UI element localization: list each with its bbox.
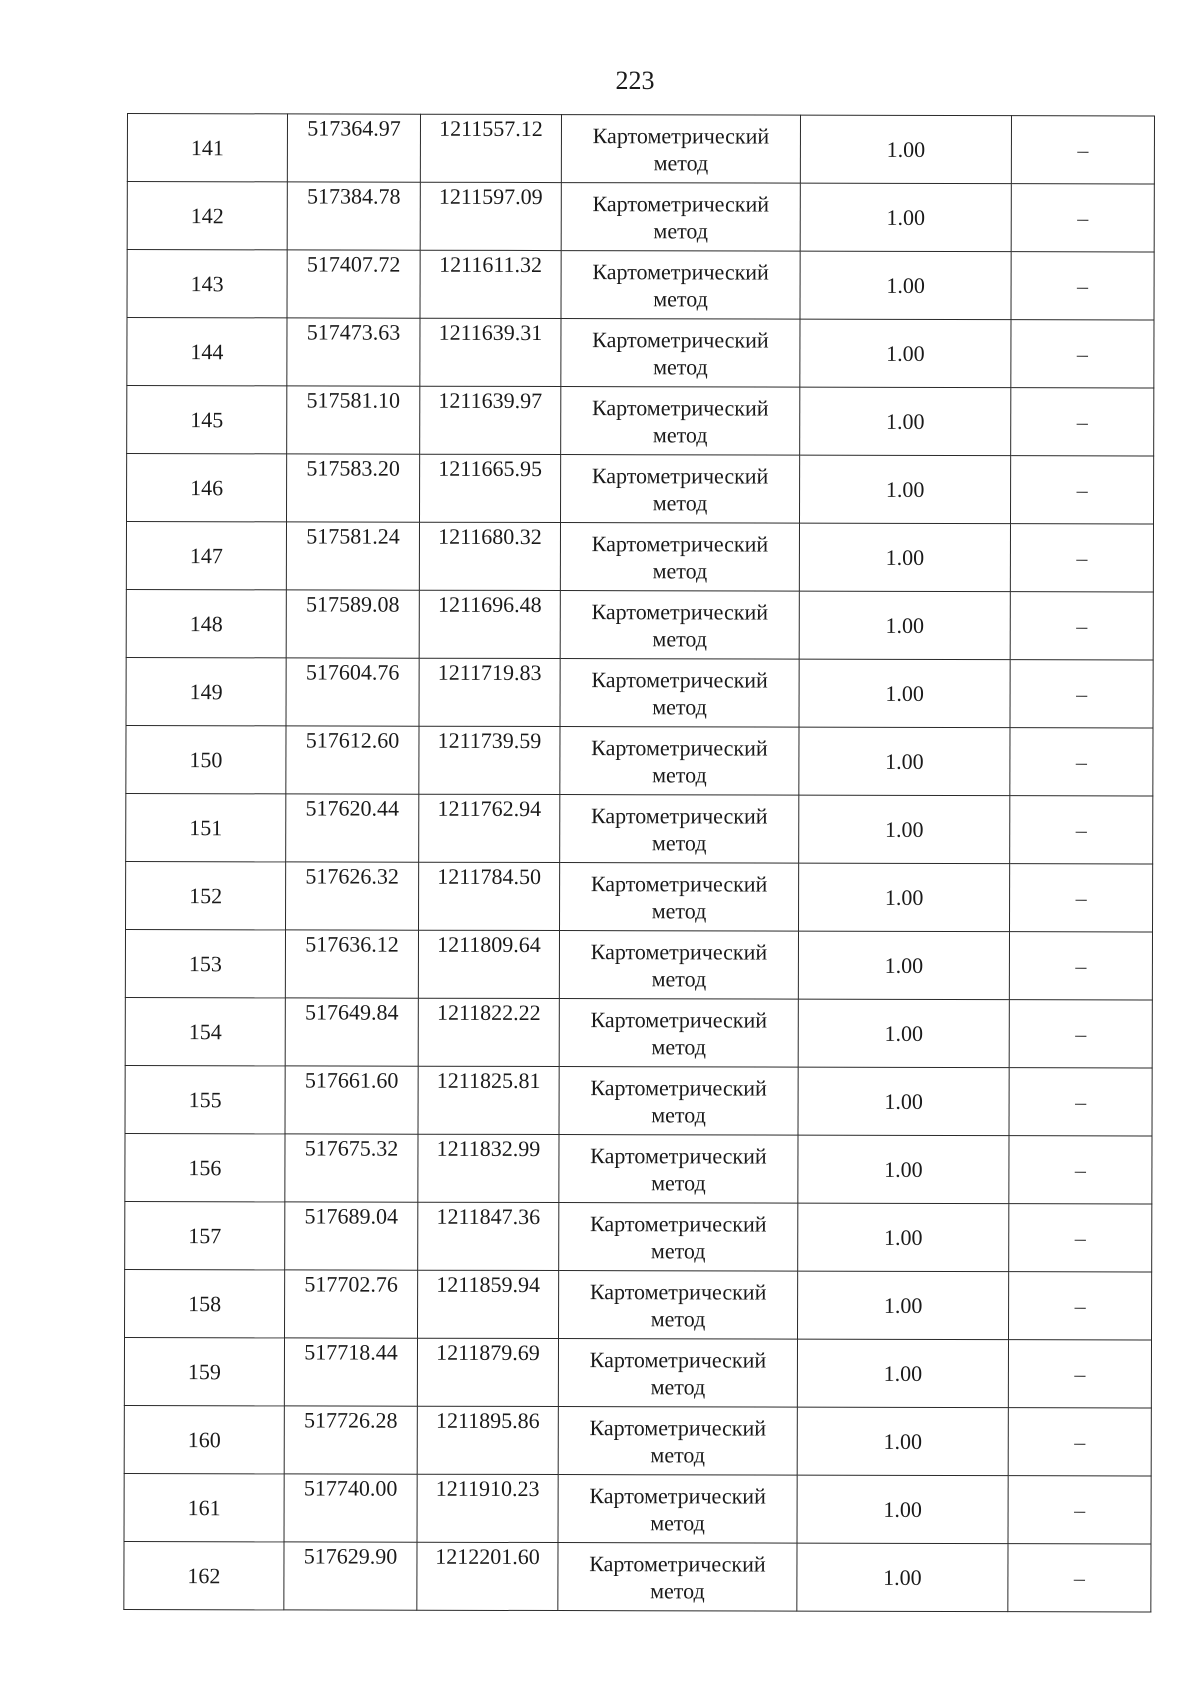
note-cell: – xyxy=(1008,1544,1151,1612)
method-line1: Картометрический xyxy=(592,122,770,149)
point-number-cell: 162 xyxy=(124,1541,284,1609)
accuracy-cell: 1.00 xyxy=(798,1271,1009,1340)
note-cell: – xyxy=(1011,388,1154,456)
point-number-cell: 154 xyxy=(125,997,285,1065)
table-row xyxy=(126,793,1153,864)
note-cell: – xyxy=(1009,1000,1152,1068)
table-row xyxy=(125,1269,1152,1340)
point-number-cell: 142 xyxy=(127,182,287,250)
method-line1: Картометрический xyxy=(591,598,769,625)
accuracy-cell: 1.00 xyxy=(800,387,1011,456)
method-line1: Картометрический xyxy=(590,938,768,965)
method-cell xyxy=(558,1407,797,1476)
point-number-cell: 148 xyxy=(126,589,286,657)
method-line1: Картометрический xyxy=(591,530,769,557)
x-coordinate-cell: 517740.00 xyxy=(284,1474,417,1542)
table-row xyxy=(125,1065,1152,1136)
method-line1: Картометрический xyxy=(589,1278,767,1305)
table-row xyxy=(127,386,1154,457)
accuracy-cell: 1.00 xyxy=(797,1339,1008,1408)
point-number-cell: 159 xyxy=(124,1337,284,1405)
method-line1: Картометрический xyxy=(591,666,768,693)
x-coordinate-cell: 517612.60 xyxy=(286,726,419,794)
table-row xyxy=(124,1541,1151,1612)
table-row xyxy=(125,1133,1152,1204)
table-row xyxy=(127,114,1154,185)
accuracy-cell: 1.00 xyxy=(798,1203,1009,1272)
method-line2: метод xyxy=(651,897,707,923)
x-coordinate-cell: 517473.63 xyxy=(287,318,420,386)
method-cell xyxy=(558,1475,797,1544)
method-line1: Картометрический xyxy=(592,326,769,353)
y-coordinate-cell: 1211895.86 xyxy=(417,1406,558,1474)
note-cell: – xyxy=(1008,1476,1151,1544)
method-line2: метод xyxy=(650,1237,706,1263)
method-cell xyxy=(558,1339,797,1408)
method-line2: метод xyxy=(651,1169,706,1195)
y-coordinate-cell: 1211665.95 xyxy=(420,454,561,522)
method-cell xyxy=(558,1543,797,1612)
method-cell xyxy=(560,523,799,592)
method-line2: метод xyxy=(653,285,708,311)
table-row xyxy=(127,318,1154,389)
point-number-cell: 150 xyxy=(126,725,286,793)
y-coordinate-cell: 1211825.81 xyxy=(418,1066,559,1134)
method-line1: Картометрический xyxy=(589,1346,767,1373)
method-cell xyxy=(559,1271,798,1340)
point-number-cell: 155 xyxy=(125,1065,285,1133)
y-coordinate-cell: 1211719.83 xyxy=(419,658,560,726)
x-coordinate-cell: 517636.12 xyxy=(285,930,418,998)
method-cell xyxy=(560,591,799,660)
x-coordinate-cell: 517649.84 xyxy=(285,998,418,1066)
y-coordinate-cell: 1211822.22 xyxy=(418,998,559,1066)
note-cell: – xyxy=(1011,184,1154,252)
note-cell: – xyxy=(1008,1340,1151,1408)
point-number-cell: 145 xyxy=(127,386,287,454)
y-coordinate-cell: 1211639.97 xyxy=(420,386,561,454)
method-line2: метод xyxy=(650,1509,705,1535)
table-row xyxy=(126,589,1153,660)
x-coordinate-cell: 517689.04 xyxy=(285,1202,418,1270)
method-line2: метод xyxy=(653,217,709,243)
x-coordinate-cell: 517583.20 xyxy=(287,454,420,522)
method-line2: метод xyxy=(651,829,707,855)
y-coordinate-cell: 1211762.94 xyxy=(419,794,560,862)
note-cell: – xyxy=(1010,864,1153,932)
note-cell: – xyxy=(1009,1136,1152,1204)
method-cell xyxy=(561,183,800,252)
x-coordinate-cell: 517629.90 xyxy=(284,1542,417,1610)
table-row xyxy=(127,454,1154,525)
note-cell: – xyxy=(1009,1272,1152,1340)
method-cell xyxy=(560,659,799,728)
y-coordinate-cell: 1211557.12 xyxy=(420,114,561,182)
method-line1: Картометрический xyxy=(590,1006,768,1033)
point-number-cell: 152 xyxy=(126,861,286,929)
point-number-cell: 147 xyxy=(126,522,286,590)
method-cell xyxy=(561,387,800,456)
accuracy-cell: 1.00 xyxy=(797,1475,1008,1544)
y-coordinate-cell: 1211680.32 xyxy=(419,522,560,590)
page-number: 223 xyxy=(615,66,655,95)
point-number-cell: 157 xyxy=(125,1201,285,1269)
method-line1: Картометрический xyxy=(590,1142,767,1169)
method-cell xyxy=(561,115,800,184)
method-line1: Картометрический xyxy=(592,258,769,285)
method-line2: метод xyxy=(652,693,707,719)
method-line1: Картометрический xyxy=(589,1550,766,1577)
note-cell: – xyxy=(1010,660,1153,728)
method-line2: метод xyxy=(650,1441,706,1467)
accuracy-cell: 1.00 xyxy=(799,659,1010,728)
method-cell xyxy=(560,795,799,864)
method-line2: метод xyxy=(652,557,708,583)
point-number-cell: 149 xyxy=(126,657,286,725)
y-coordinate-cell: 1211739.59 xyxy=(419,726,560,794)
method-cell xyxy=(560,727,799,796)
x-coordinate-cell: 517384.78 xyxy=(287,182,420,250)
method-line2: метод xyxy=(650,1305,706,1331)
table-row xyxy=(124,1337,1151,1408)
x-coordinate-cell: 517718.44 xyxy=(284,1338,417,1406)
table-row xyxy=(126,522,1153,593)
point-number-cell: 141 xyxy=(127,114,287,182)
x-coordinate-cell: 517620.44 xyxy=(286,794,419,862)
point-number-cell: 146 xyxy=(127,454,287,522)
method-line2: метод xyxy=(652,625,708,651)
accuracy-cell: 1.00 xyxy=(799,591,1010,660)
y-coordinate-cell: 1211784.50 xyxy=(419,862,560,930)
point-number-cell: 151 xyxy=(126,793,286,861)
accuracy-cell: 1.00 xyxy=(799,863,1010,932)
x-coordinate-cell: 517675.32 xyxy=(285,1134,418,1202)
method-cell xyxy=(559,1135,798,1204)
x-coordinate-cell: 517581.24 xyxy=(286,522,419,590)
x-coordinate-cell: 517589.08 xyxy=(286,590,419,658)
y-coordinate-cell: 1211859.94 xyxy=(418,1270,559,1338)
accuracy-cell: 1.00 xyxy=(799,795,1010,864)
method-line1: Картометрический xyxy=(592,190,770,217)
accuracy-cell: 1.00 xyxy=(800,115,1011,184)
y-coordinate-cell: 1211611.32 xyxy=(420,250,561,318)
accuracy-cell: 1.00 xyxy=(797,1407,1008,1476)
method-line2: метод xyxy=(651,1101,706,1127)
table-row xyxy=(124,1473,1151,1544)
y-coordinate-cell: 1211639.31 xyxy=(420,318,561,386)
note-cell: – xyxy=(1008,1408,1151,1476)
coordinates-table xyxy=(123,113,1155,1613)
method-cell xyxy=(559,931,798,1000)
note-cell: – xyxy=(1010,592,1153,660)
y-coordinate-cell: 1211809.64 xyxy=(418,930,559,998)
table-row xyxy=(126,725,1153,796)
point-number-cell: 161 xyxy=(124,1473,284,1541)
table-row xyxy=(124,1405,1151,1476)
y-coordinate-cell: 1211832.99 xyxy=(418,1134,559,1202)
x-coordinate-cell: 517702.76 xyxy=(285,1270,418,1338)
table-row xyxy=(126,657,1153,728)
x-coordinate-cell: 517604.76 xyxy=(286,658,419,726)
method-line1: Картометрический xyxy=(591,802,768,829)
method-line1: Картометрический xyxy=(590,1074,767,1101)
method-cell xyxy=(559,1067,798,1136)
x-coordinate-cell: 517661.60 xyxy=(285,1066,418,1134)
method-line2: метод xyxy=(652,761,707,787)
note-cell: – xyxy=(1009,932,1152,1000)
method-cell xyxy=(561,455,800,524)
method-line2: метод xyxy=(650,1577,705,1603)
x-coordinate-cell: 517581.10 xyxy=(287,386,420,454)
method-line2: метод xyxy=(651,1033,707,1059)
point-number-cell: 158 xyxy=(125,1269,285,1337)
y-coordinate-cell: 1211879.69 xyxy=(417,1338,558,1406)
method-line1: Картометрический xyxy=(590,870,768,897)
y-coordinate-cell: 1212201.60 xyxy=(417,1542,558,1610)
method-line1: Картометрический xyxy=(591,734,768,761)
method-cell xyxy=(561,251,800,320)
accuracy-cell: 1.00 xyxy=(799,455,1010,524)
accuracy-cell: 1.00 xyxy=(799,727,1010,796)
point-number-cell: 153 xyxy=(125,929,285,997)
accuracy-cell: 1.00 xyxy=(798,1135,1009,1204)
note-cell: – xyxy=(1010,728,1153,796)
method-cell xyxy=(561,319,800,388)
point-number-cell: 143 xyxy=(127,250,287,318)
coordinates-table-body xyxy=(124,114,1155,1613)
method-line1: Картометрический xyxy=(590,1210,767,1237)
accuracy-cell: 1.00 xyxy=(800,183,1011,252)
point-number-cell: 144 xyxy=(127,318,287,386)
x-coordinate-cell: 517407.72 xyxy=(287,250,420,318)
note-cell: – xyxy=(1011,116,1154,184)
method-cell xyxy=(560,863,799,932)
note-cell: – xyxy=(1010,796,1153,864)
accuracy-cell: 1.00 xyxy=(800,319,1011,388)
method-line2: метод xyxy=(652,421,708,447)
method-line1: Картометрический xyxy=(589,1482,766,1509)
x-coordinate-cell: 517364.97 xyxy=(287,114,420,182)
method-line2: метод xyxy=(651,965,707,991)
accuracy-cell: 1.00 xyxy=(798,1067,1009,1136)
note-cell: – xyxy=(1010,456,1153,524)
table-row xyxy=(127,182,1154,253)
note-cell: – xyxy=(1009,1204,1152,1272)
table-row xyxy=(127,250,1154,321)
method-cell xyxy=(559,1203,798,1272)
table-row xyxy=(125,929,1152,1000)
table-row xyxy=(125,1201,1152,1272)
note-cell: – xyxy=(1009,1068,1152,1136)
accuracy-cell: 1.00 xyxy=(800,251,1011,320)
method-line1: Картометрический xyxy=(591,462,769,489)
point-number-cell: 156 xyxy=(125,1133,285,1201)
note-cell: – xyxy=(1011,320,1154,388)
x-coordinate-cell: 517726.28 xyxy=(284,1406,417,1474)
accuracy-cell: 1.00 xyxy=(798,999,1009,1068)
y-coordinate-cell: 1211847.36 xyxy=(418,1202,559,1270)
accuracy-cell: 1.00 xyxy=(798,931,1009,1000)
table-row xyxy=(125,997,1152,1068)
method-cell xyxy=(559,999,798,1068)
method-line2: метод xyxy=(653,353,708,379)
method-line2: метод xyxy=(650,1373,706,1399)
point-number-cell: 160 xyxy=(124,1405,284,1473)
table-row xyxy=(126,861,1153,932)
method-line1: Картометрический xyxy=(592,394,769,421)
y-coordinate-cell: 1211597.09 xyxy=(420,182,561,250)
x-coordinate-cell: 517626.32 xyxy=(286,862,419,930)
accuracy-cell: 1.00 xyxy=(799,523,1010,592)
method-line1: Картометрический xyxy=(589,1414,767,1441)
method-line2: метод xyxy=(652,489,708,515)
note-cell: – xyxy=(1010,524,1153,592)
method-line2: метод xyxy=(653,149,709,175)
note-cell: – xyxy=(1011,252,1154,320)
y-coordinate-cell: 1211696.48 xyxy=(419,590,560,658)
accuracy-cell: 1.00 xyxy=(797,1543,1008,1612)
y-coordinate-cell: 1211910.23 xyxy=(417,1474,558,1542)
